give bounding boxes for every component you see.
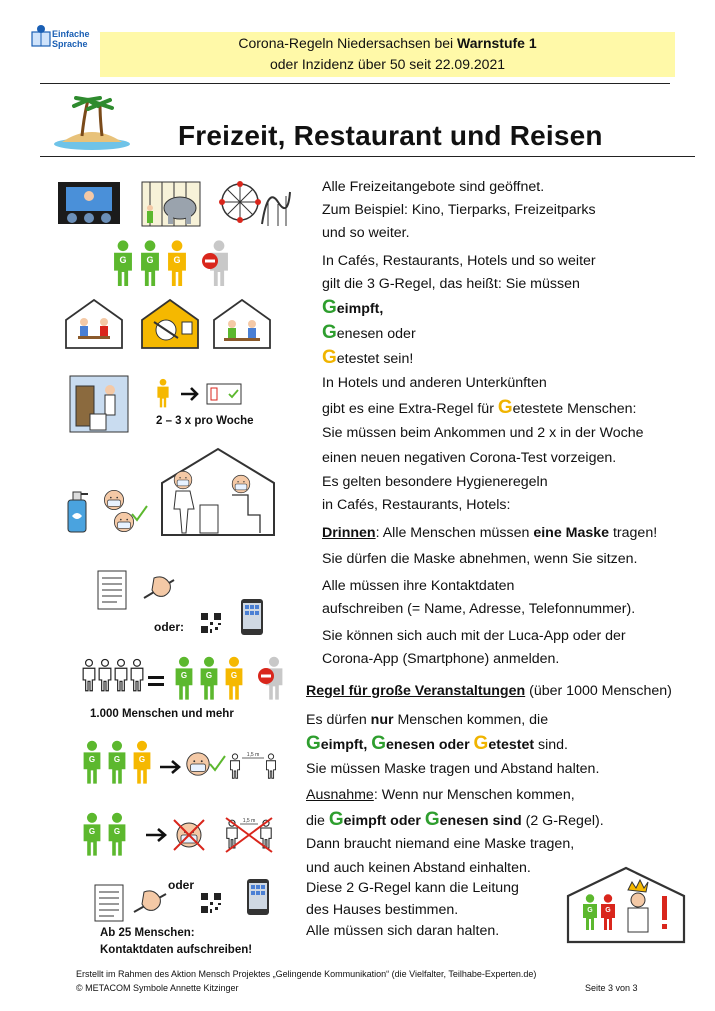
text-line: in Cafés, Restaurants, Hotels:	[322, 497, 511, 513]
text-line: Dann braucht niemand eine Maske tragen,	[306, 836, 575, 852]
caption-ab25-line-1: Ab 25 Menschen:	[100, 927, 195, 939]
footer-copyright: © METACOM Symbole Annette Kitzinger	[76, 983, 239, 993]
g-label: G	[146, 255, 154, 265]
g-label: G	[205, 671, 213, 680]
text-line: In Hotels und anderen Unterkünften	[322, 375, 547, 391]
island-icon	[52, 92, 132, 150]
text-span: etestete	[512, 400, 564, 417]
g-label: G	[230, 671, 238, 680]
caption-per-week: 2 – 3 x pro Woche	[156, 415, 254, 427]
banner-line-2: oder Inzidenz über 50 seit 22.09.2021	[269, 56, 506, 72]
smartphone-icon	[246, 878, 270, 916]
g-label: G	[119, 255, 127, 265]
caption-or-1: oder:	[154, 620, 184, 634]
text-span: Menschen kommen, die	[393, 712, 549, 728]
text-line: Alle müssen sich daran halten.	[306, 923, 500, 939]
three-g-people-icon	[110, 240, 192, 288]
text-line: und auch keinen Abstand einhalten.	[306, 859, 531, 876]
text-bold: nur	[370, 712, 394, 728]
text-line	[306, 808, 604, 834]
caption-ab25	[100, 925, 252, 959]
text-line	[322, 396, 643, 422]
banner-line-1	[100, 33, 675, 54]
paragraph-hotels	[322, 371, 643, 470]
g-label: G	[113, 755, 121, 764]
text-line: Sie können sich auch mit der Luca-App oder der	[322, 628, 626, 644]
qr-code-icon	[200, 612, 222, 634]
logo-line-1: Einfache	[52, 29, 90, 39]
events-label: Regel für große Veranstaltungen	[306, 683, 526, 699]
text-span: enesen oder	[386, 737, 474, 753]
divider-title	[40, 156, 695, 157]
text-line: Sie müssen beim Ankommen und 2 x in der Woche	[322, 425, 644, 441]
item-rest: etestet sein!	[336, 351, 414, 367]
text-line: Corona-App (Smartphone) anmelden.	[322, 651, 560, 667]
cafe-house-icon	[64, 298, 124, 350]
text-line: Zum Beispiel: Kino, Tierparks, Freizeitparks	[322, 202, 596, 218]
distance-label: 1,5 m	[242, 818, 256, 824]
item-rest: enesen oder	[336, 326, 416, 342]
text-line: Alle Freizeitangebote sind geöffnet.	[322, 179, 545, 195]
text-bold: eine Maske	[533, 525, 610, 541]
g-label: G	[587, 907, 593, 914]
no-distance-crossed-icon	[222, 814, 276, 854]
g-label: G	[113, 827, 121, 836]
smartphone-icon	[240, 598, 264, 636]
three-g-people-small-icon	[80, 740, 154, 786]
text-sit: Sie dürfen die Maske abnehmen, wenn Sie sitzen.	[322, 551, 638, 567]
caption-or-2: oder	[168, 878, 195, 892]
text-line	[306, 784, 604, 808]
g-label: G	[173, 255, 181, 265]
paragraph-3g-rule	[322, 250, 596, 296]
two-g-people-icon	[80, 812, 130, 858]
list-3g	[322, 296, 416, 371]
text-span: eimpft oder	[343, 812, 425, 829]
drinnen-label: Drinnen	[322, 525, 376, 541]
g-letter: G	[328, 808, 344, 830]
item-rest: eimpft,	[336, 301, 384, 317]
masked-faces-check-icon	[96, 488, 150, 536]
distance-icon	[228, 748, 278, 782]
three-g-no-entry-icon	[172, 656, 294, 704]
g-letter: G	[371, 733, 387, 754]
text-span: (über 1000 Menschen)	[525, 683, 672, 699]
g-label: G	[88, 827, 96, 836]
logo-text	[52, 29, 90, 49]
no-mask-crossed-icon	[172, 818, 206, 852]
g-letter: G	[497, 396, 513, 418]
text-span: sind.	[534, 737, 568, 753]
amusement-park-icon	[218, 182, 290, 228]
text-span: etestet	[488, 737, 535, 753]
document-icon	[97, 570, 127, 610]
text-line: Es gelten besondere Hygieneregeln	[322, 474, 548, 490]
item-geimpft	[322, 296, 416, 321]
item-getestet	[322, 346, 416, 371]
text-line: aufschreiben (= Name, Adresse, Telefonnummer).	[322, 601, 636, 617]
header-banner	[100, 32, 675, 77]
g-letter: G	[322, 322, 337, 343]
divider-top	[40, 83, 670, 84]
text-line: gilt die 3 G-Regel, das heißt: Sie müssen	[322, 276, 580, 292]
g-letter: G	[473, 733, 489, 754]
text-span: gibt es eine Extra-Regel für	[322, 400, 498, 417]
hotel-house-icon	[212, 298, 272, 350]
text-span: : Alle Menschen müssen	[375, 525, 534, 541]
hotel-room-icon	[70, 376, 128, 432]
book-reader-icon	[30, 24, 52, 48]
document-icon	[94, 884, 124, 922]
zoo-elephant-icon	[140, 180, 202, 228]
paragraph-indoor	[322, 522, 657, 545]
text-line: des Hauses bestimmen.	[306, 901, 459, 918]
text-line: In Cafés, Restaurants, Hotels und so weiter	[322, 253, 596, 269]
text-span: tragen!	[609, 525, 658, 541]
test-icon	[155, 376, 245, 412]
arrow-icon	[160, 760, 182, 774]
exception-label: Ausnahme	[306, 787, 374, 803]
text-line: Diese 2 G-Regel kann die Leitung	[306, 880, 519, 896]
disinfectant-icon	[64, 488, 90, 534]
text-span: Es dürfen	[306, 712, 371, 728]
text-span: eimpft,	[320, 737, 372, 753]
text-line: einen neuen negativen Corona-Test vorzeigen.	[322, 449, 617, 466]
g-letter: G	[306, 733, 321, 754]
paragraph-exception	[306, 784, 604, 880]
g-label: G	[88, 755, 96, 764]
writing-hand-icon	[140, 572, 180, 608]
house-owner-2g-icon	[564, 866, 688, 944]
text-span: Menschen:	[563, 400, 637, 417]
paragraph-app	[322, 625, 626, 671]
text-line	[306, 732, 599, 757]
footer-credit: Erstellt im Rahmen des Aktion Mensch Projektes „Gelingende Kommunikation“ (die Vielfalter, Teilhabe-Experten.de)	[76, 969, 537, 979]
g-letter: G	[322, 347, 337, 368]
g-label: G	[605, 907, 611, 914]
text-line: Sie müssen Maske tragen und Abstand halten.	[306, 761, 600, 777]
arrow-icon	[146, 828, 168, 842]
g-label: G	[138, 755, 146, 764]
text-span: : Wenn nur Menschen kommen,	[373, 787, 575, 803]
text-span: (2 G-Regel).	[521, 812, 604, 829]
logo-line-2: Sprache	[52, 39, 88, 49]
distance-label: 1,5 m	[246, 752, 260, 758]
qr-code-icon	[200, 892, 222, 914]
text-line: und so weiter.	[322, 225, 410, 241]
writing-hand-icon	[130, 884, 172, 920]
g-letter: G	[322, 297, 337, 318]
caption-thousand: 1.000 Menschen und mehr	[90, 708, 234, 720]
crowd-outline-icon	[80, 656, 148, 704]
banner-level: Warnstufe 1	[457, 35, 537, 51]
indoor-mask-house-icon	[158, 447, 278, 537]
g-label: G	[180, 671, 188, 680]
paragraph-events	[306, 708, 599, 781]
equals-icon	[146, 674, 166, 688]
mask-face-check-icon	[184, 748, 226, 782]
text-line	[306, 708, 599, 732]
text-line: Alle müssen ihre Kontaktdaten	[322, 578, 515, 594]
banner-prefix: Corona-Regeln Niedersachsen bei	[238, 35, 458, 51]
caption-ab25-line-2: Kontaktdaten aufschreiben!	[100, 944, 253, 956]
paragraph-leisure	[322, 176, 596, 245]
text-span: enesen sind	[439, 812, 522, 829]
restaurant-house-icon	[140, 298, 200, 350]
g-letter: G	[424, 808, 440, 830]
paragraph-contact	[322, 575, 635, 621]
page-number: Seite 3 von 3	[585, 983, 638, 993]
text-span: die	[306, 812, 329, 829]
no-entry-person-icon	[200, 240, 234, 288]
page-title: Freizeit, Restaurant und Reisen	[178, 120, 603, 151]
cinema-icon	[58, 182, 120, 224]
paragraph-hygiene	[322, 471, 548, 517]
events-heading	[306, 680, 672, 703]
item-genesen	[322, 321, 416, 346]
paragraph-house-rule	[306, 878, 519, 943]
